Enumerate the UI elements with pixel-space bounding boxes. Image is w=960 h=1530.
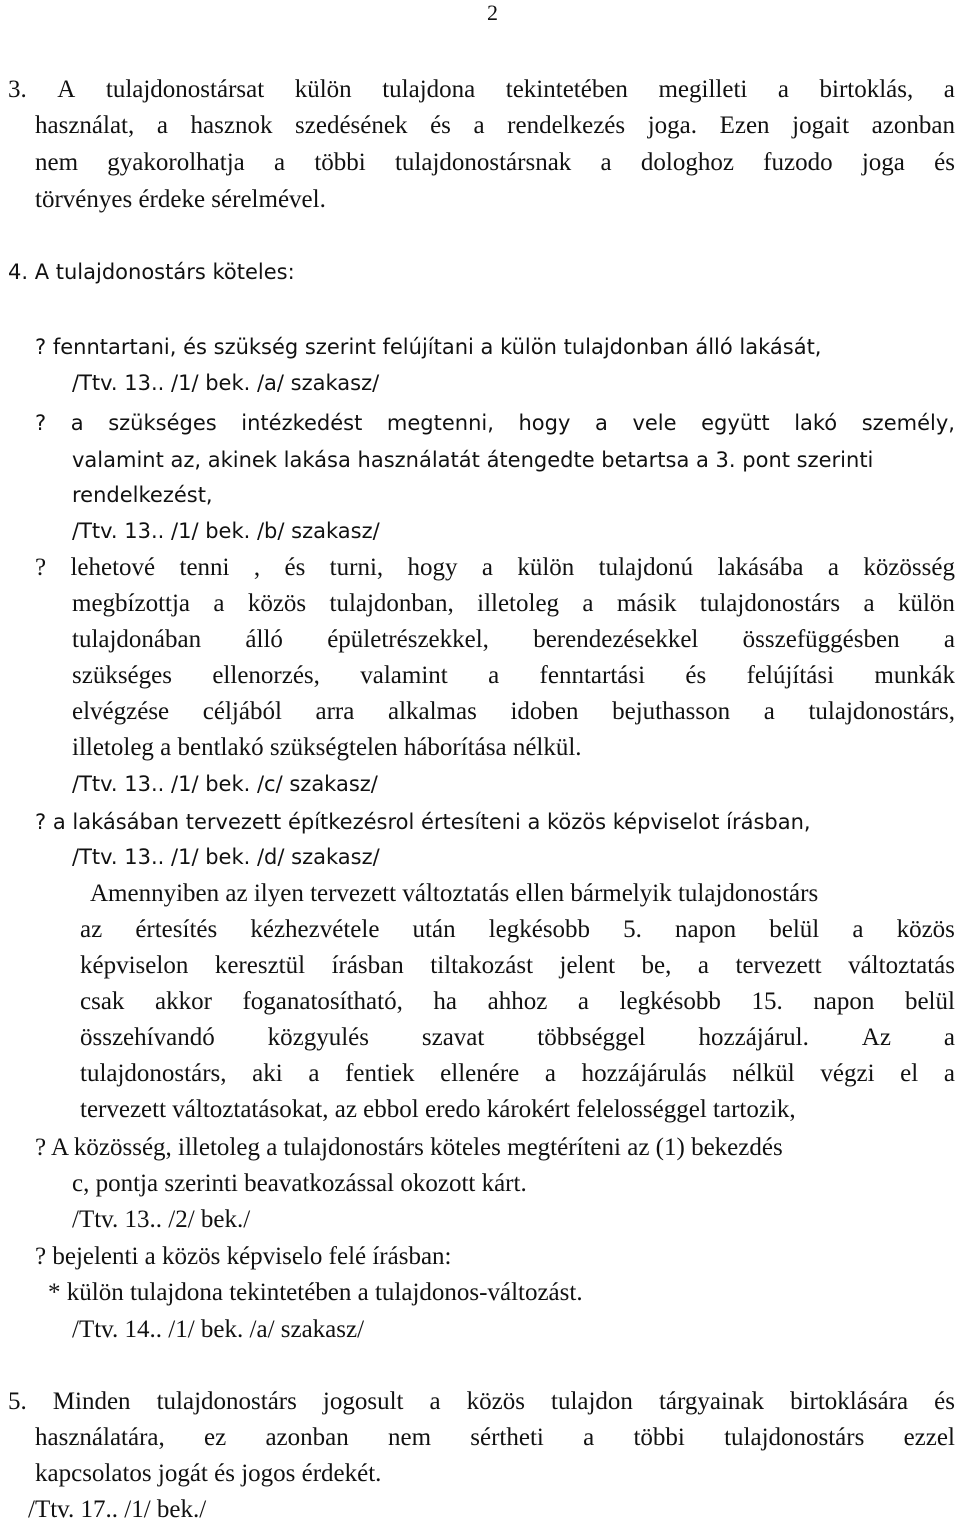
word: ezzel: [903, 1424, 955, 1451]
text-line: valamint az, akinek lakása használatát átengedte betartsa a 3. pont szerinti: [72, 448, 874, 472]
word: a: [943, 1060, 955, 1087]
text-line: /Ttv. 13.. /1/ bek. /c/ szakasz/: [72, 772, 378, 796]
word: belül: [769, 916, 820, 943]
word: elvégzése: [72, 698, 170, 725]
word: tekintetében: [505, 76, 628, 103]
word: és: [430, 112, 451, 139]
word: tulajdonában: [72, 626, 202, 653]
word: többi: [633, 1424, 685, 1451]
word: ellenére: [440, 1060, 520, 1087]
word: használat,: [35, 112, 135, 139]
word: jelent: [559, 952, 616, 979]
word: a: [473, 112, 485, 139]
text-line: [80, 910, 955, 950]
text-line: ? a lakásában tervezett építkezésrol értesíteni a közös képviselot írásban,: [35, 810, 811, 834]
word: el: [900, 1060, 919, 1087]
word: álló: [245, 626, 283, 653]
word: nélkül: [732, 1060, 795, 1087]
word: fenntartási: [539, 662, 646, 689]
word: hozzájárul.: [698, 1024, 809, 1051]
word: a: [777, 76, 789, 103]
word: jogosult: [322, 1388, 404, 1415]
word: változtatás: [848, 952, 955, 979]
text-line: 4. A tulajdonostárs köteles:: [8, 260, 295, 284]
word: megtenni,: [386, 411, 494, 435]
word: a: [544, 1060, 557, 1087]
word: a: [943, 76, 955, 103]
word: belül: [904, 988, 955, 1015]
word: többi: [314, 149, 366, 176]
word: megbízottja: [72, 590, 191, 617]
text-line: ? bejelenti a közös képviselo felé írásban:: [35, 1243, 452, 1270]
word: a: [827, 554, 839, 581]
word: nem: [387, 1424, 432, 1451]
text-line: tervezett változtatásokat, az ebbol eredo károkért felelosséggel tartozik,: [80, 1096, 796, 1123]
text-line: [35, 403, 955, 443]
word: külön: [294, 76, 352, 103]
word: ahhoz: [487, 988, 548, 1015]
word: felújítási: [746, 662, 835, 689]
word: be,: [641, 952, 672, 979]
word: a: [763, 698, 775, 725]
word: ellenorzés,: [212, 662, 320, 689]
word: joga: [861, 149, 905, 176]
text-line: [80, 1018, 955, 1058]
word: a: [600, 149, 612, 176]
word: ha: [433, 988, 458, 1015]
word: tulajdona: [382, 76, 476, 103]
word: épületrészekkel,: [327, 626, 489, 653]
text-line: [72, 584, 955, 624]
word: közös: [247, 590, 307, 617]
word: hogy: [407, 554, 458, 581]
text-line: kapcsolatos jogát és jogos érdekét.: [35, 1460, 382, 1487]
word: a: [943, 626, 955, 653]
word: tervezett: [735, 952, 822, 979]
word: azonban: [265, 1424, 349, 1451]
word: joga.: [647, 112, 698, 139]
word: 5.: [623, 916, 642, 943]
word: ?: [35, 554, 47, 581]
word: személy,: [861, 411, 955, 435]
text-line: [80, 982, 955, 1022]
word: napon: [675, 916, 737, 943]
word: tulajdonostárs,: [808, 698, 955, 725]
word: nem: [35, 149, 79, 176]
word: használatára,: [35, 1424, 165, 1451]
word: után: [412, 916, 456, 943]
word: tulajdonostárs,: [80, 1060, 227, 1087]
word: kézhezvétele: [250, 916, 380, 943]
text-line: [72, 620, 955, 660]
word: tárgyainak: [658, 1388, 765, 1415]
word: rendelkezés: [507, 112, 626, 139]
word: lakó: [794, 411, 838, 435]
word: hasznok: [190, 112, 273, 139]
word: a: [308, 1060, 320, 1087]
word: a: [429, 1388, 441, 1415]
word: tiltakozást: [430, 952, 534, 979]
word: összehívandó: [80, 1024, 215, 1051]
word: legkésobb: [619, 988, 721, 1015]
word: tenni: [179, 554, 230, 581]
word: valamint: [360, 662, 448, 689]
word: arra: [315, 698, 355, 725]
word: a: [943, 1024, 955, 1051]
text-line: [35, 143, 955, 183]
word: birtoklás,: [819, 76, 914, 103]
word: a: [213, 590, 225, 617]
word: az: [80, 916, 103, 943]
word: A: [57, 76, 76, 103]
word: szükséges: [72, 662, 172, 689]
word: lehetové: [70, 554, 156, 581]
word: lakásába: [717, 554, 804, 581]
word: tulajdonú: [598, 554, 694, 581]
text-line: rendelkezést,: [72, 483, 213, 507]
word: birtoklására: [790, 1388, 909, 1415]
word: írásban: [331, 952, 404, 979]
word: dologhoz: [640, 149, 734, 176]
word: legkésobb: [488, 916, 591, 943]
word: képviselon: [80, 952, 189, 979]
word: bejuthasson: [612, 698, 731, 725]
word: azonban: [871, 112, 955, 139]
text-line: /Ttv. 13.. /1/ bek. /b/ szakasz/: [72, 519, 380, 543]
word: és: [934, 1388, 955, 1415]
word: együtt: [701, 411, 770, 435]
word: és: [934, 149, 955, 176]
word: tulajdon: [551, 1388, 633, 1415]
word: gyakorolhatja: [107, 149, 245, 176]
text-line: illetoleg a bentlakó szükségtelen háborítása nélkül.: [72, 734, 582, 761]
word: a: [697, 952, 710, 979]
text-line: törvényes érdeke sérelmével.: [35, 186, 326, 213]
word: fentiek: [345, 1060, 415, 1087]
text-line: [72, 692, 955, 732]
word: aki: [252, 1060, 283, 1087]
text-line: /Ttv. 13.. /1/ bek. /d/ szakasz/: [72, 845, 380, 869]
text-line: * külön tulajdona tekintetében a tulajdonos-változást.: [48, 1279, 583, 1306]
text-line: c, pontja szerinti beavatkozással okozott kárt.: [72, 1170, 527, 1197]
word: Az: [861, 1024, 891, 1051]
text-line: [35, 106, 955, 146]
word: közös: [896, 916, 955, 943]
word: és: [685, 662, 707, 689]
word: másik: [616, 590, 677, 617]
text-line: [80, 946, 955, 986]
text-line: [35, 1418, 955, 1458]
word: vele: [632, 411, 677, 435]
word: fuzodo: [763, 149, 833, 176]
word: Ezen: [719, 112, 770, 139]
word: a: [583, 1424, 595, 1451]
word: külön: [897, 590, 955, 617]
text-line: ? A közösség, illetoleg a tulajdonostárs köteles megtéríteni az (1) bekezdés: [35, 1134, 783, 1161]
word: foganatosítható,: [242, 988, 403, 1015]
word: a: [852, 916, 864, 943]
word: 3.: [8, 76, 27, 103]
word: idoben: [510, 698, 579, 725]
word: tulajdonban,: [329, 590, 454, 617]
word: ?: [35, 411, 47, 435]
word: összefüggésben: [742, 626, 900, 653]
word: szavat: [421, 1024, 485, 1051]
word: tulajdonostárs: [724, 1424, 865, 1451]
word: értesítés: [135, 916, 218, 943]
word: ,: [253, 554, 261, 581]
word: a: [582, 590, 594, 617]
word: közös: [466, 1388, 525, 1415]
text-line: Amennyiben az ilyen tervezett változtatás ellen bármelyik tulajdonostárs: [90, 880, 819, 907]
word: intézkedést: [241, 411, 363, 435]
word: külön: [517, 554, 575, 581]
word: közösség: [863, 554, 955, 581]
word: akkor: [154, 988, 212, 1015]
word: a: [488, 662, 500, 689]
word: a: [481, 554, 493, 581]
word: Minden: [52, 1388, 131, 1415]
word: napon: [813, 988, 875, 1015]
word: közgyulés: [267, 1024, 369, 1051]
word: ez: [204, 1424, 227, 1451]
word: tulajdonostárs: [156, 1388, 297, 1415]
word: szükséges: [108, 411, 217, 435]
word: csak: [80, 988, 125, 1015]
word: 5.: [8, 1388, 27, 1415]
text-line: [35, 548, 955, 588]
word: többséggel: [537, 1024, 646, 1051]
word: munkák: [874, 662, 955, 689]
word: a: [577, 988, 589, 1015]
word: a: [70, 411, 84, 435]
text-line: ? fenntartani, és szükség szerint felújítani a külön tulajdonban álló lakását,: [35, 335, 822, 359]
word: a: [863, 590, 875, 617]
word: végzi: [820, 1060, 875, 1087]
word: keresztül: [214, 952, 306, 979]
word: szedésének: [295, 112, 408, 139]
text-line: [8, 1382, 955, 1422]
text-line: [8, 70, 955, 110]
word: hogy: [518, 411, 571, 435]
word: megilleti: [658, 76, 748, 103]
word: és: [284, 554, 306, 581]
word: jogait: [792, 112, 850, 139]
word: hozzájárulás: [581, 1060, 707, 1087]
word: alkalmas: [387, 698, 477, 725]
word: 15.: [751, 988, 783, 1015]
text-line: /Ttv. 17.. /1/ bek./: [28, 1496, 207, 1523]
word: turni,: [329, 554, 384, 581]
word: céljából: [202, 698, 282, 725]
word: a: [273, 149, 286, 176]
word: illetoleg: [477, 590, 560, 617]
text-line: /Ttv. 14.. /1/ bek. /a/ szakasz/: [72, 1316, 365, 1343]
text-line: [80, 1054, 955, 1094]
word: sértheti: [470, 1424, 544, 1451]
text-line: [72, 656, 955, 696]
word: tulajdonostársat: [105, 76, 265, 103]
text-line: /Ttv. 13.. /1/ bek. /a/ szakasz/: [72, 371, 380, 395]
text-line: /Ttv. 13.. /2/ bek./: [72, 1206, 251, 1233]
word: berendezésekkel: [533, 626, 699, 653]
word: tulajdonostárs: [699, 590, 841, 617]
page-number: 2: [487, 0, 498, 25]
word: a: [156, 112, 168, 139]
word: tulajdonostársnak: [394, 149, 572, 176]
word: a: [595, 411, 608, 435]
